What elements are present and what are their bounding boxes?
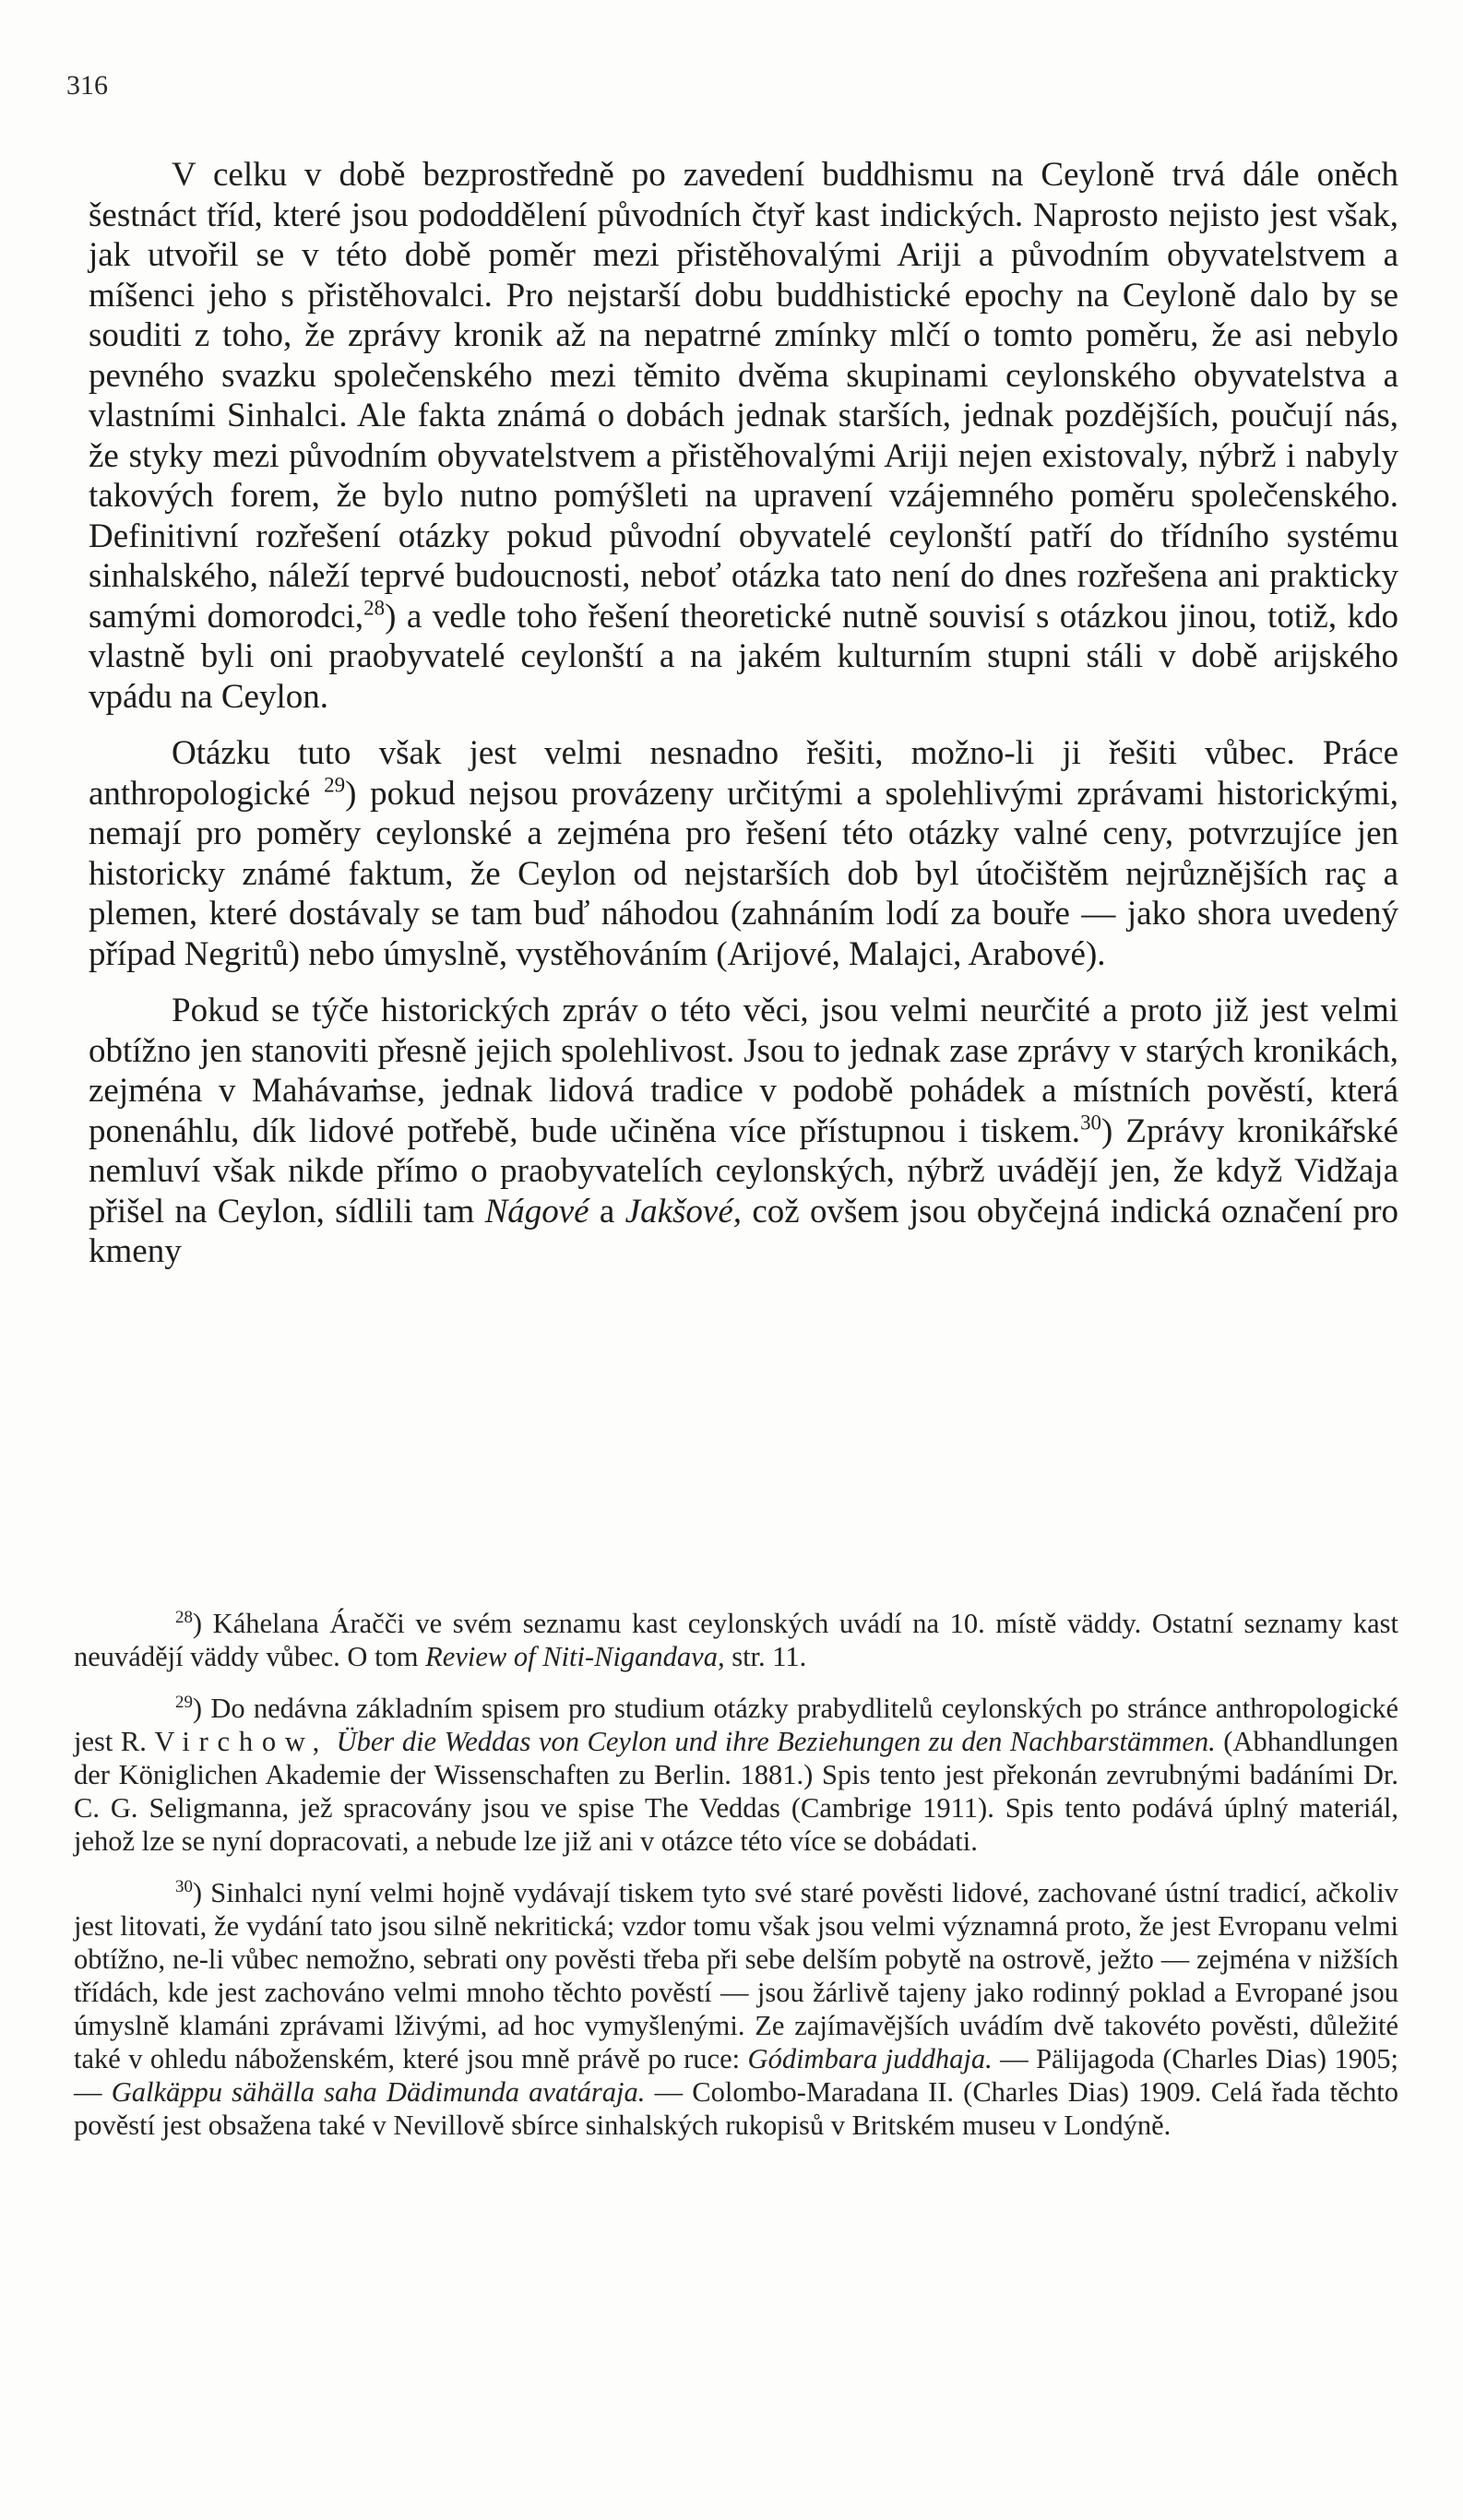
footnote-28-mark: 28	[175, 1607, 193, 1627]
footnote-28-text: ) Káhelana Áračči ve svém seznamu kast ceylonských uvádí na 10. místě väddy. Ostatní seznamy kast neuvádějí väddy vůbec. O tom	[74, 1608, 1398, 1672]
footnote-30-title-2: Galkäppu sähälla saha Dädimunda avatáraja.	[111, 2076, 646, 2108]
main-text	[89, 155, 1398, 1289]
footnote-29-title: Über die Weddas von Ceylon und ihre Beziehungen zu den Nachbarstämmen.	[336, 1726, 1216, 1757]
paragraph-1-text: V celku v době bezprostředně po zavedení buddhismu na Ceyloně trvá dále oněch šestnáct tříd, které jsou pododdělení původních čtyř kast indických. Naprosto nejisto jest však, jak utvořil se v této době poměr mezi přistěhovalými Ariji a původním obyvatelstvem a míšenci jeho s přistěhovalci. Pro nejstarší dobu buddhistické epochy na Ceyloně dalo by se souditi z toho, že zprávy kronik až na nepatrné zmínky mlčí o tomto poměru, že asi nebylo pevného svazku společenského mezi těmito dvěma skupinami ceylonského obyvatelstva a vlastními Sinhalci. Ale fakta známá o dobách jednak starších, jednak pozdějších, poučují nás, že styky mezi původním obyvatelstvem a přistěhovalými Ariji nejen existovaly, nýbrž i nabyly takových forem, že bylo nutno pomýšleti na upravení vzájemného poměru společenského. Definitivní rozřešení otázky pokud původní obyvatelé ceylonští patří do třídního systému sinhalského, náleží teprvé budoucnosti, neboť otázka tato není do dnes rozřešena ani prakticky samými domorodci,	[89, 156, 1398, 636]
footnote-30-mark: 30	[175, 1876, 193, 1896]
paragraph-3-mid: ) Zprávy kronikářské nemluví však nikde přímo o praobyvatelích ceylonských, nýbrž uvádějí jen, že když Vidžaja přišel na Ceylon, sídlili tam	[89, 1111, 1398, 1230]
paragraph-1-end: ) a vedle toho řešení theoretické nutně souvisí s otázkou jinou, totiž, kdo vlastně byli oni praobyvatelé ceylonští a na jakém kulturním stupni stáli v době arijského vpádu na Ceylon.	[89, 597, 1399, 716]
term-nagove: Nágové	[484, 1192, 589, 1230]
paragraph-3-end: což ovšem jsou obyčejná indická označení pro kmeny	[89, 1192, 1399, 1270]
footnote-30-title-1: Gódimbara juddhaja.	[747, 2043, 993, 2074]
footnote-30-mid: — Pälijagoda (Charles Dias) 1905; —	[74, 2043, 1398, 2108]
footnote-28	[74, 1607, 1398, 1673]
footnote-ref-30[interactable]: 30	[1080, 1111, 1101, 1135]
footnote-29	[74, 1692, 1398, 1858]
footnotes	[74, 1607, 1398, 2160]
footnote-30	[74, 1876, 1398, 2142]
footnote-29-text: ) Do nedávna základním spisem pro studium otázky prabydlitelů ceylonských po stránce anthropologické jest R.	[74, 1693, 1398, 1757]
footnote-30-end: — Colombo-Maradana II. (Charles Dias) 1909. Celá řada těchto pověstí jest obsažena také v Nevillově sbírce sinhalských rukopisů v Britském museu v Londýně.	[74, 2076, 1398, 2141]
paragraph-3	[89, 991, 1398, 1272]
footnote-28-end: str. 11.	[732, 1641, 807, 1672]
footnote-ref-28[interactable]: 28	[363, 596, 386, 620]
paragraph-2	[89, 733, 1398, 974]
footnote-28-title: Review of Niti-Nigandava,	[425, 1641, 725, 1672]
term-jaksove: Jakšové,	[624, 1192, 743, 1230]
paragraph-1	[89, 155, 1398, 717]
footnote-29-end: (Abhandlungen der Königlichen Akademie der Wissenschaften zu Berlin. 1881.) Spis tento jest překonán zevrubnými badáními Dr. C. G. Seligmanna, jež spracovány jsou ve spise The Veddas (Cambrige 1911). Spis tento podává úplný materiál, jehož lze se nyní dopracovati, a nebude lze již ani v otázce této více se dobádati.	[74, 1726, 1399, 1857]
footnote-29-author: Virchow,	[154, 1726, 329, 1757]
footnote-30-text: ) Sinhalci nyní velmi hojně vydávají tiskem tyto své staré pověsti lidové, zachované ústní tradicí, ačkoliv jest litovati, že vydání tato jsou silně nekritická; vzdor tomu však jsou velmi významná proto, že jest Evropanu velmi obtížno, ne-li vůbec nemožno, sebrati ony pověsti třeba při sebe delším pobytě na ostrově, ježto — zejména v nižších třídách, kde jest zachováno velmi mnoho těchto pověstí — jsou žárlivě tajeny jako rodinný poklad a Evropané jsou úmyslně klamáni zprávami lživými, ad hoc vymyšlenými. Ze zajímavějších uvádím dvě takovéto pověsti, důležité také v ohledu náboženském, které jsou mně právě po ruce:	[74, 1877, 1398, 2074]
footnote-ref-29[interactable]: 29	[324, 773, 346, 797]
footnote-29-mark: 29	[175, 1692, 193, 1712]
paragraph-2-start: Otázku tuto však jest velmi nesnadno řešiti, možno-li ji řešiti vůbec. Práce anthropologické	[89, 734, 1398, 813]
conjunction-a: a	[599, 1192, 615, 1230]
page-number: 316	[66, 70, 108, 101]
paragraph-3-start: Pokud se týče historických zpráv o této věci, jsou velmi neurčité a proto již jest velmi obtížno jen stanoviti přesně jejich spolehlivost. Jsou to jednak zase zprávy v starých kronikách, zejména v Mahávaṁse, jednak lidová tradice v podobě pohádek a místních pověstí, která ponenáhlu, dík lidové potřebě, bude učiněna více přístupnou i tiskem.	[89, 992, 1398, 1150]
paragraph-2-end: ) pokud nejsou provázeny určitými a spolehlivými zprávami historickými, nemají pro poměry ceylonské a zejména pro řešení této otázky valné ceny, potvrzujíce jen historicky známé faktum, že Ceylon od nejstarších dob byl útočištěm nejrůznějších raç a plemen, které dostávaly se tam buď náhodou (zahnáním lodí za bouře — jako shora uvedený případ Negritů) nebo úmyslně, vystěhováním (Arijové, Malajci, Arabové).	[89, 774, 1398, 973]
